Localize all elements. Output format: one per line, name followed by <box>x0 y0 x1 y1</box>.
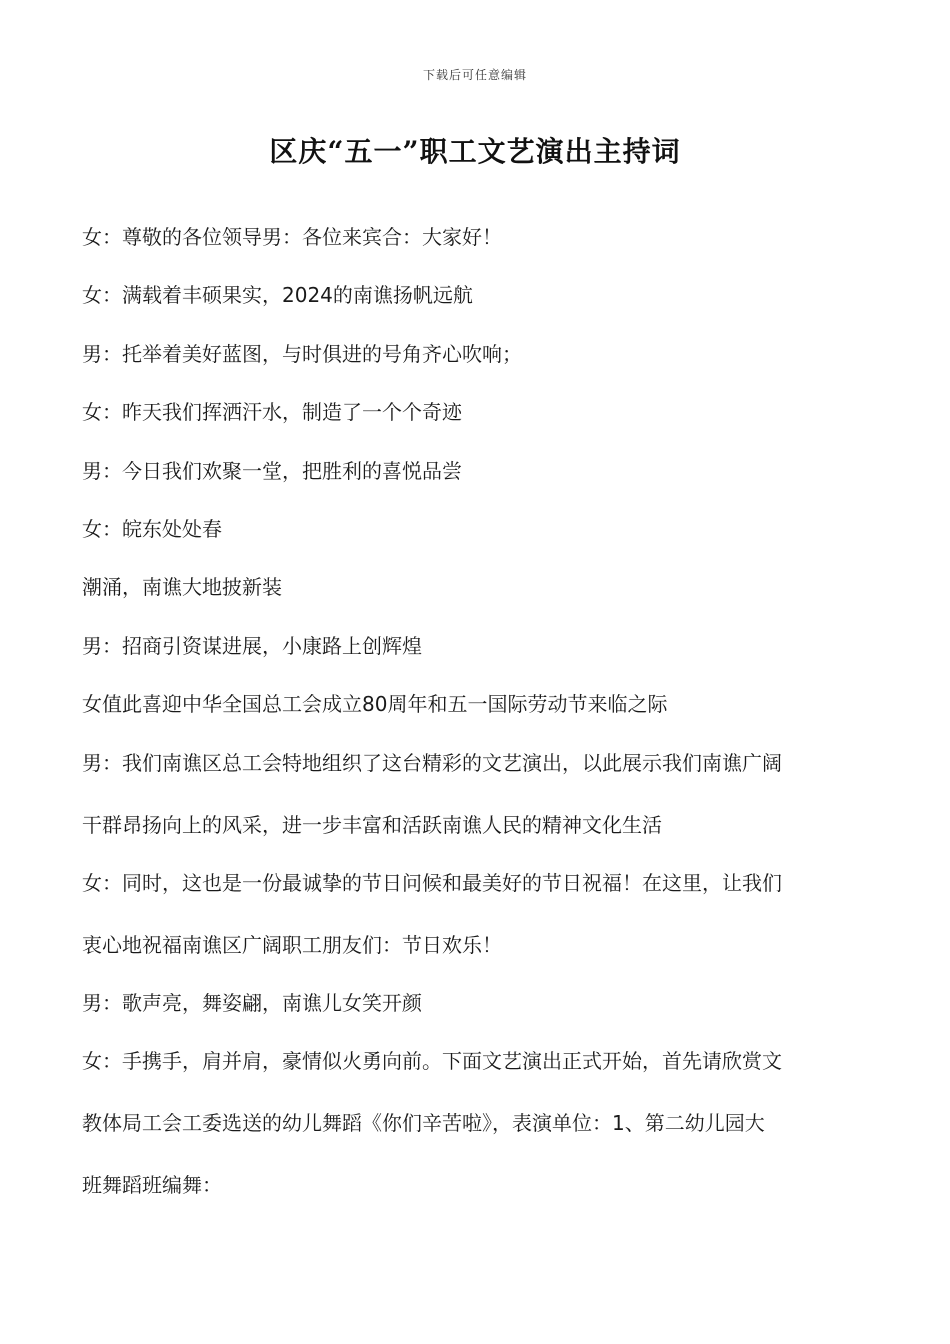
paragraph-line: 班舞蹈班编舞： <box>82 1172 222 1197</box>
paragraph-line: 潮涌，南谯大地披新装 <box>82 575 282 600</box>
paragraph-line: 男：今日我们欢聚一堂，把胜利的喜悦品尝 <box>82 458 462 483</box>
paragraph-line: 女：手携手，肩并肩，豪情似火勇向前。下面文艺演出正式开始，首先请欣赏文 <box>82 1048 782 1073</box>
paragraph-line: 女：皖东处处春 <box>82 516 222 541</box>
paragraph-line: 男：歌声亮，舞姿翩，南谯儿女笑开颜 <box>82 990 422 1015</box>
document-body <box>82 222 872 1228</box>
paragraph-line: 女值此喜迎中华全国总工会成立80周年和五一国际劳动节来临之际 <box>82 692 668 717</box>
paragraph-line: 男：托举着美好蓝图，与时俱进的号角齐心吹响； <box>82 341 522 366</box>
document-title: 区庆“五一”职工文艺演出主持词 <box>269 135 681 168</box>
paragraph-line: 女：满载着丰硕果实，2024的南谯扬帆远航 <box>82 283 473 308</box>
paragraph-line: 教体局工会工委选送的幼儿舞蹈《你们辛苦啦》，表演单位：1、第二幼儿园大 <box>82 1110 765 1135</box>
paragraph-line: 衷心地祝福南谯区广阔职工朋友们：节日欢乐！ <box>82 932 502 957</box>
paragraph-line: 女：尊敬的各位领导男：各位来宾合：大家好！ <box>82 225 502 249</box>
header-note: 下载后可任意编辑 <box>422 68 527 82</box>
paragraph-line: 干群昂扬向上的风采，进一步丰富和活跃南谯人民的精神文化生活 <box>82 812 662 837</box>
paragraph-line: 男：招商引资谋进展，小康路上创辉煌 <box>82 633 422 658</box>
paragraph-line: 女：昨天我们挥洒汗水，制造了一个个奇迹 <box>82 400 462 425</box>
paragraph-line: 女：同时，这也是一份最诚挚的节日问候和最美好的节日祝福！在这里，让我们 <box>82 870 782 895</box>
paragraph-line: 男：我们南谯区总工会特地组织了这台精彩的文艺演出，以此展示我们南谯广阔 <box>82 750 782 775</box>
